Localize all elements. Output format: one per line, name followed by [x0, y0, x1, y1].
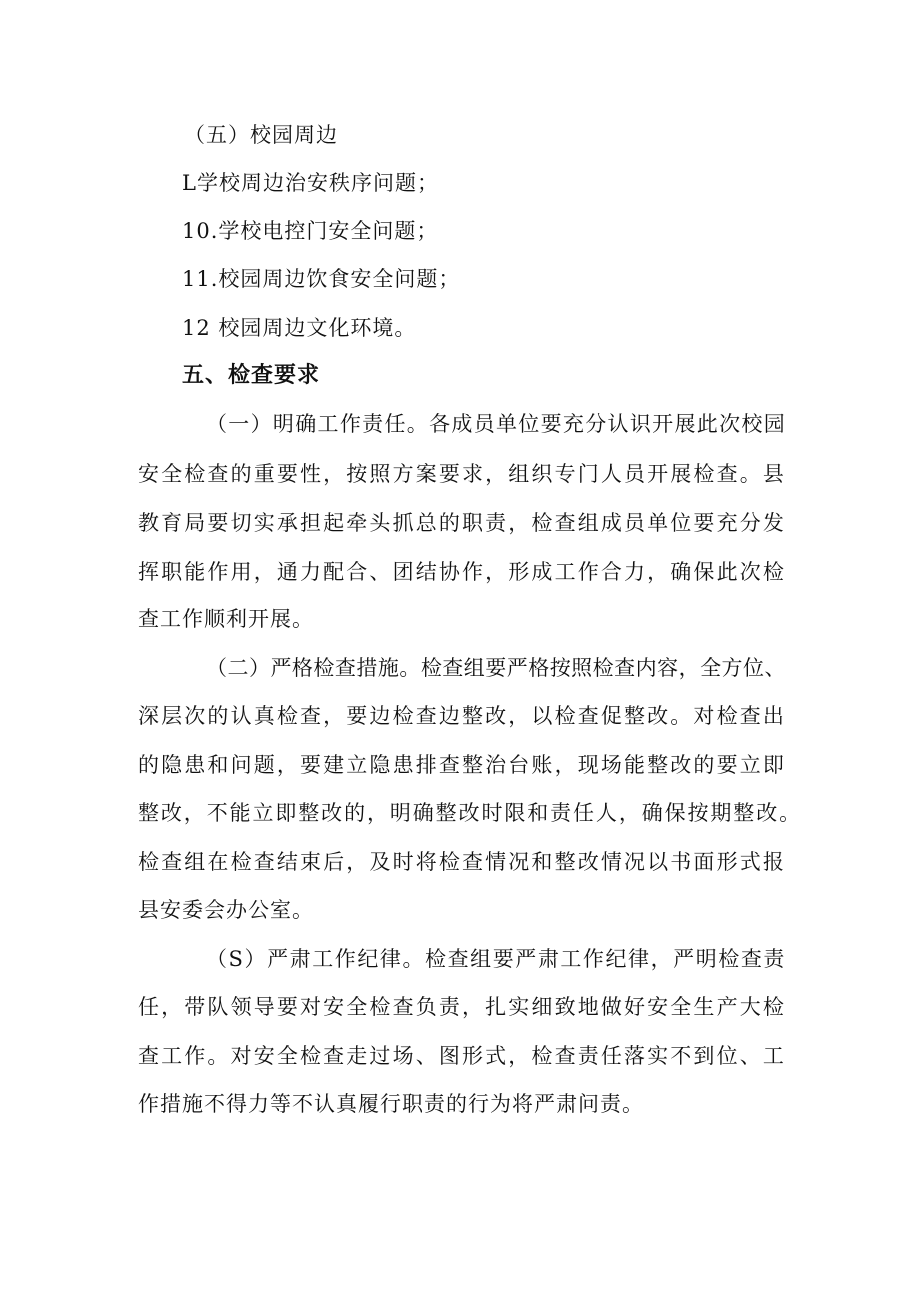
subsection-title: （五）校园周边 — [184, 123, 338, 147]
paragraph-line: 安全检查的重要性，按照方案要求，组织专门人员开展检查。县 — [138, 462, 786, 486]
paragraph-line: 挥职能作用，通力配合、团结协作，形成工作合力，确保此次检 — [138, 560, 786, 584]
paragraph-line: （S）严肃工作纪律。检查组要严肃工作纪律，严明检查责 — [206, 947, 786, 971]
paragraph-line: 查工作。对安全检查走过场、图形式，检查责任落实不到位、工 — [138, 1044, 786, 1068]
paragraph-line: 任，带队领导要对安全检查负责，扎实细致地做好安全生产大检 — [138, 995, 786, 1019]
list-item: L学校周边治安秩序问题； — [182, 171, 439, 195]
paragraph-line: （一）明确工作责任。各成员单位要充分认识开展此次校园 — [206, 412, 786, 436]
paragraph-line: 县安委会办公室。 — [138, 898, 314, 922]
paragraph-line: （二）严格检查措施。检查组要严格按照检查内容，全方位、 — [206, 656, 786, 680]
list-item: 10.学校电控门安全问题； — [182, 219, 439, 243]
list-item: 11.校园周边饮食安全问题； — [182, 267, 461, 291]
list-item: 12 校园周边文化环境。 — [182, 316, 417, 340]
paragraph-line: 作措施不得力等不认真履行职责的行为将严肃问责。 — [138, 1092, 644, 1116]
paragraph-line: 深层次的认真检查，要边检查边整改，以检查促整改。对检查出 — [138, 704, 786, 728]
paragraph-line: 整改，不能立即整改的，明确整改时限和责任人，确保按期整改。 — [138, 801, 802, 825]
paragraph-line: 检查组在检查结束后，及时将检查情况和整改情况以书面形式报 — [138, 850, 786, 874]
section-heading: 五、检查要求 — [182, 363, 321, 388]
paragraph-line: 的隐患和问题，要建立隐患排查整治台账，现场能整改的要立即 — [138, 753, 786, 777]
paragraph-line: 教育局要切实承担起牵头抓总的职责，检查组成员单位要充分发 — [138, 511, 786, 535]
paragraph-line: 查工作顺利开展。 — [138, 607, 314, 631]
